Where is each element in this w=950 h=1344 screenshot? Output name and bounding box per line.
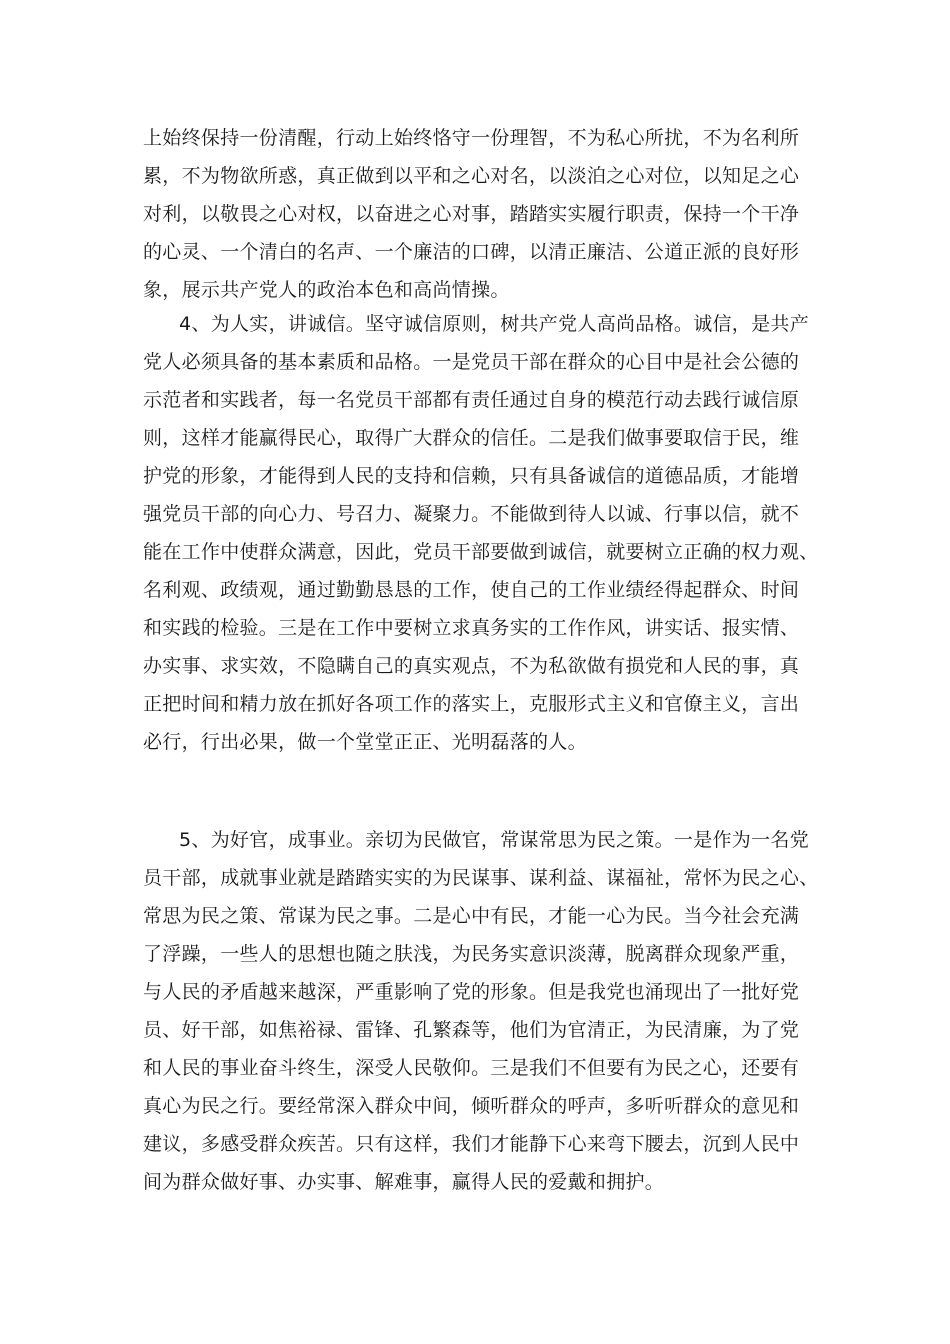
paragraph-line: 正把时间和精力放在抓好各项工作的落实上，克服形式主义和官僚主义，言出 (143, 693, 800, 715)
paragraph-line: 员干部，成就事业就是踏踏实实的为民谋事、谋利益、谋福祉，常怀为民之心、 (143, 867, 819, 889)
paragraph-line: 办实事、求实效，不隐瞒自己的真实观点，不为私欲做有损党和人民的事，真 (143, 655, 800, 677)
paragraph-line: 党人必须具备的基本素质和品格。一是党员干部在群众的心目中是社会公德的 (143, 351, 800, 373)
paragraph-line: 建议，多感受群众疾苦。只有这样，我们才能静下心来弯下腰去，沉到人民中 (143, 1133, 800, 1155)
paragraph-line: 常思为民之策、常谋为民之事。二是心中有民，才能一心为民。当今社会充满 (143, 905, 800, 927)
paragraph-line: 上始终保持一份清醒，行动上始终恪守一份理智，不为私心所扰，不为名利所 (143, 127, 800, 149)
paragraph-line: 象，展示共产党人的政治本色和高尚情操。 (143, 279, 510, 301)
paragraph-line: 必行，行出必果，做一个堂堂正正、光明磊落的人。 (143, 731, 587, 753)
paragraph-line: 和人民的事业奋斗终生，深受人民敬仰。三是我们不但要有为民之心，还要有 (143, 1057, 800, 1079)
paragraph-line: 了浮躁，一些人的思想也随之肤浅，为民务实意识淡薄，脱离群众现象严重， (143, 943, 800, 965)
paragraph-line: 真心为民之行。要经常深入群众中间，倾听群众的呼声，多听听群众的意见和 (143, 1095, 800, 1117)
paragraph-line: 的心灵、一个清白的名声、一个廉洁的口碑，以清正廉洁、公道正派的良好形 (143, 241, 800, 263)
paragraph-line: 名利观、政绩观，通过勤勤恳恳的工作，使自己的工作业绩经得起群众、时间 (143, 579, 800, 601)
paragraph-line: 护党的形象，才能得到人民的支持和信赖，只有具备诚信的道德品质，才能增 (143, 465, 800, 487)
paragraph-line: 累，不为物欲所惑，真正做到以平和之心对名，以淡泊之心对位，以知足之心 (143, 165, 800, 187)
paragraph-line: 则，这样才能赢得民心，取得广大群众的信任。二是我们做事要取信于民，维 (143, 427, 800, 449)
paragraph-line: 强党员干部的向心力、号召力、凝聚力。不能做到待人以诚、行事以信，就不 (143, 503, 800, 525)
paragraph-line: 4、为人实，讲诚信。坚守诚信原则，树共产党人高尚品格。诚信，是共产 (179, 313, 809, 335)
paragraph-line: 和实践的检验。三是在工作中要树立求真务实的工作作风，讲实话、报实情、 (143, 617, 800, 639)
paragraph-line: 间为群众做好事、办实事、解难事，赢得人民的爱戴和拥护。 (143, 1171, 665, 1193)
paragraph-line: 对利，以敬畏之心对权，以奋进之心对事，踏踏实实履行职责，保持一个干净 (143, 203, 800, 225)
paragraph-line: 5、为好官，成事业。亲切为民做官，常谋常思为民之策。一是作为一名党 (179, 829, 809, 851)
paragraph-line: 员、好干部，如焦裕禄、雷锋、孔繁森等，他们为官清正，为民清廉，为了党 (143, 1019, 800, 1041)
paragraph-line: 与人民的矛盾越来越深，严重影响了党的形象。但是我党也涌现出了一批好党 (143, 981, 800, 1003)
paragraph-line: 能在工作中使群众满意，因此，党员干部要做到诚信，就要树立正确的权力观、 (143, 541, 819, 563)
paragraph-line: 示范者和实践者，每一名党员干部都有责任通过自身的模范行动去践行诚信原 (143, 389, 800, 411)
